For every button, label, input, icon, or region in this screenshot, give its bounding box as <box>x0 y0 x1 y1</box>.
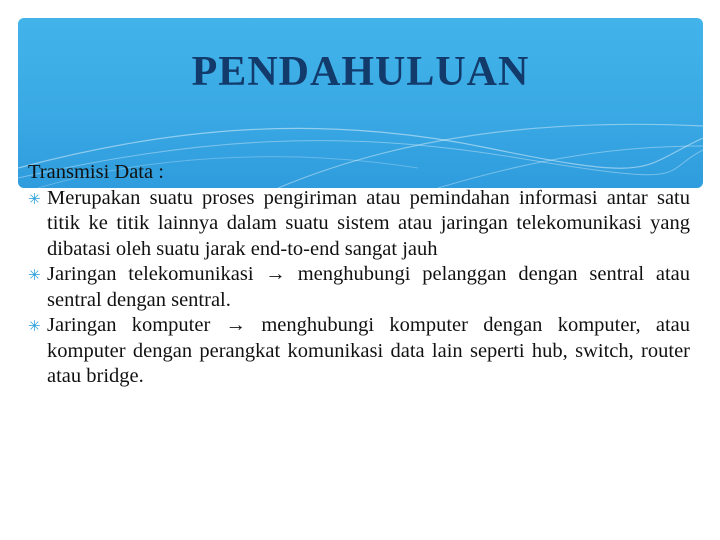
list-item <box>28 313 690 390</box>
list-item <box>28 186 690 263</box>
bullet-list <box>28 186 690 390</box>
section-heading: Transmisi Data : <box>28 161 164 183</box>
list-item-text: Jaringan telekomunikasi → menghubungi pelanggan dengan sentral atau sentral dengan sentral. <box>47 263 690 311</box>
list-item-text: Jaringan komputer → menghubungi komputer dengan komputer, atau komputer dengan perangkat komunikasi data lain seperti hub, switch, router atau bridge. <box>47 314 690 387</box>
list-item <box>28 262 690 313</box>
slide-title: PENDAHULUAN <box>191 49 530 95</box>
asterisk-bullet-icon: ✳ <box>28 266 41 284</box>
asterisk-bullet-icon: ✳ <box>28 317 41 335</box>
asterisk-bullet-icon: ✳ <box>28 189 41 208</box>
slide-content <box>28 160 690 390</box>
list-item-text: Merupakan suatu proses pengiriman atau pemindahan informasi antar satu titik ke titik lainnya dalam suatu sistem atau jaringan telekomunikasi yang dibatasi oleh suatu jarak end-to-end sangat jauh <box>47 186 690 260</box>
